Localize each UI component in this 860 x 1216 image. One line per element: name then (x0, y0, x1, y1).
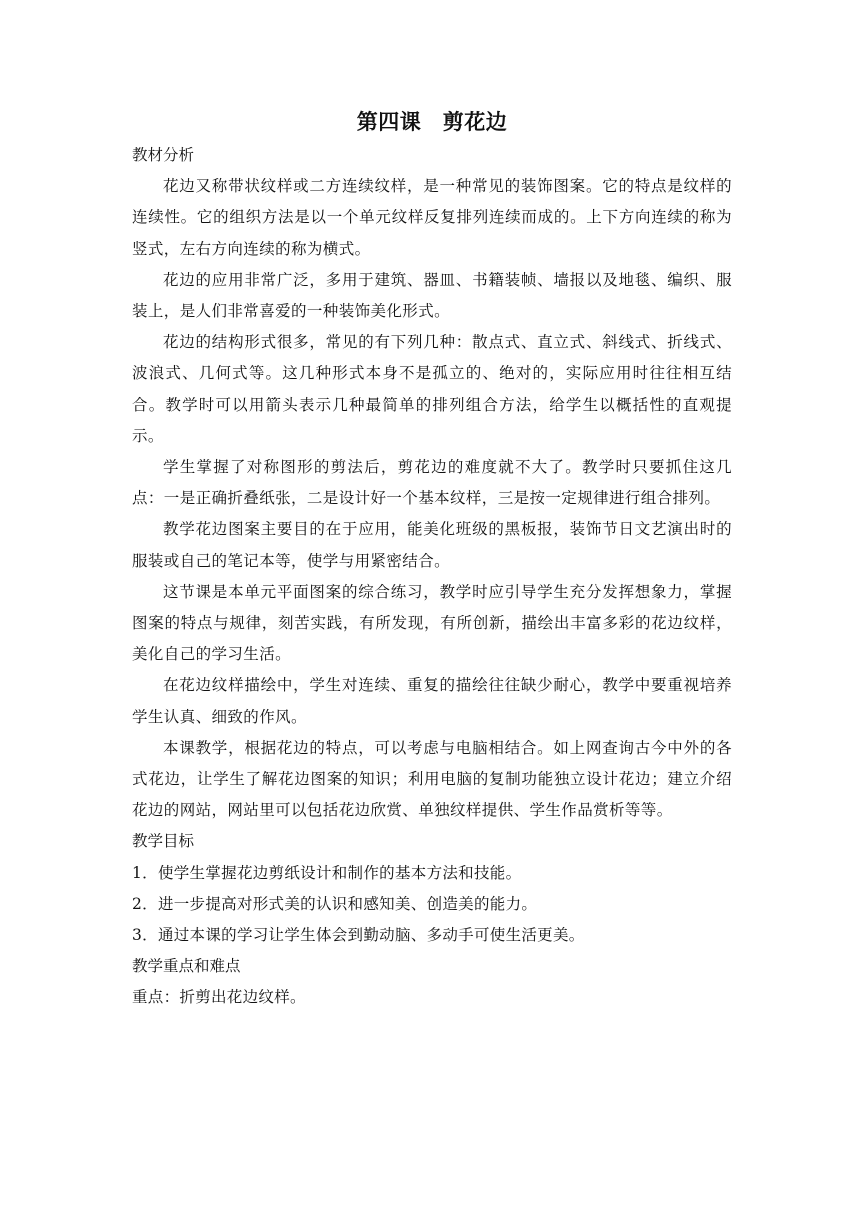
goal-item: 1．使学生掌握花边剪纸设计和制作的基本方法和技能。 (132, 863, 522, 882)
goal-item: 2．进一步提高对形式美的认识和感知美、创造美的能力。 (132, 894, 538, 913)
analysis-paragraph: 教学花边图案主要目的在于应用，能美化班级的黑板报，装饰节日文艺演出时的服装或自己的笔记本等，使学与用紧密结合。 (132, 520, 732, 570)
analysis-paragraph: 本课教学，根据花边的特点，可以考虑与电脑相结合。如上网查询古今中外的各式花边，让学生了解花边图案的知识；利用电脑的复制功能独立设计花边；建立介绍花边的网站，网站里可以包括花边欣赏、单独纹样提供、学生作品赏析等等。 (132, 738, 732, 820)
goal-item: 3．通过本课的学习让学生体会到勤动脑、多动手可使生活更美。 (132, 926, 585, 945)
analysis-paragraph: 花边的结构形式很多，常见的有下列几种：散点式、直立式、斜线式、折线式、波浪式、几何式等。这几种形式本身不是孤立的、绝对的，实际应用时往往相互结合。教学时可以用箭头表示几种最简单的排列组合方法，给学生以概括性的直观提示。 (132, 333, 732, 445)
analysis-paragraph: 在花边纹样描绘中，学生对连续、重复的描绘往往缺少耐心，教学中要重视培养学生认真、细致的作风。 (132, 676, 732, 726)
section-heading-analysis: 教材分析 (132, 146, 195, 164)
page-title: 第四课 剪花边 (356, 110, 508, 134)
document-content (132, 104, 732, 1014)
analysis-paragraph: 学生掌握了对称图形的剪法后，剪花边的难度就不大了。教学时只要抓住这几点：一是正确折叠纸张，二是设计好一个基本纹样，三是按一定规律进行组合排列。 (132, 458, 732, 508)
analysis-paragraph: 这节课是本单元平面图案的综合练习，教学时应引导学生充分发挥想象力，掌握图案的特点与规律，刻苦实践，有所发现，有所创新，描绘出丰富多彩的花边纹样，美化自己的学习生活。 (132, 582, 732, 664)
analysis-paragraph: 花边的应用非常广泛，多用于建筑、器皿、书籍装帧、墙报以及地毯、编织、服装上，是人们非常喜爱的一种装饰美化形式。 (132, 270, 732, 321)
section-heading-goals: 教学目标 (132, 832, 195, 851)
focus-item: 重点：折剪出花边纹样。 (132, 988, 306, 1007)
section-heading-focus: 教学重点和难点 (132, 957, 241, 976)
analysis-paragraph: 花边又称带状纹样或二方连续纹样，是一种常见的装饰图案。它的特点是纹样的连续性。它的组织方法是以一个单元纹样反复排列连续而成的。上下方向连续的称为竖式，左右方向连续的称为横式。 (132, 177, 732, 258)
